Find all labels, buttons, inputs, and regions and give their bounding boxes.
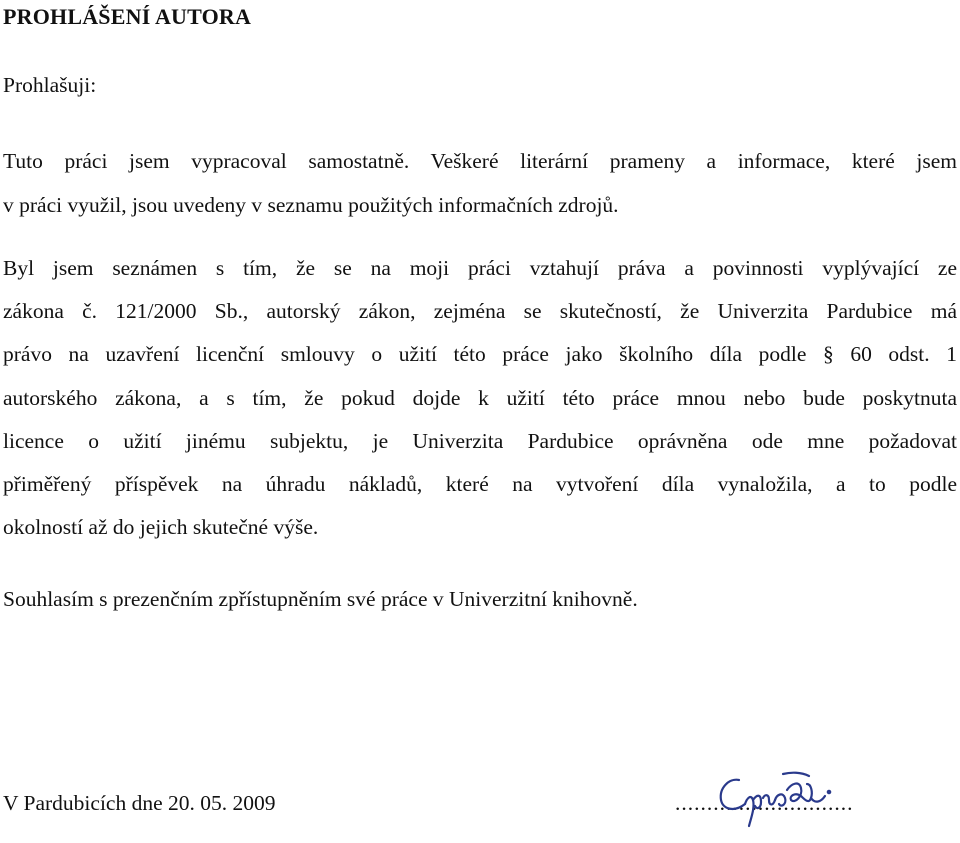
paragraph-line: zákona č. 121/2000 Sb., autorský zákon, zejména se skutečností, že Univerzita Pardubice má <box>3 299 957 324</box>
paragraph-line: autorského zákona, a s tím, že pokud dojde k užití této práce mnou nebo bude poskytnuta <box>3 385 957 410</box>
page-title: PROHLÁŠENÍ AUTORA <box>3 4 252 29</box>
intro-text: Prohlašuji: <box>3 73 97 97</box>
declaration-page <box>3 0 957 843</box>
paragraph-line: Byl jsem seznámen s tím, že se na moji práci vztahují práva a povinnosti vyplývající ze <box>3 256 957 280</box>
handwritten-signature <box>711 770 837 830</box>
paragraph-line: právo na uzavření licenční smlouvy o užití této práce jako školního díla podle § 60 odst. 1 <box>3 342 957 367</box>
paragraph-authorship <box>3 140 957 227</box>
place-and-date: V Pardubicích dne 20. 05. 2009 <box>3 791 276 815</box>
paragraph-line: licence o užití jinému subjektu, je Univerzita Pardubice oprávněna ode mne požadovat <box>3 428 957 453</box>
paragraph-consent: Souhlasím s prezenčním zpřístupněním své práce v Univerzitní knihovně. <box>3 587 638 611</box>
paragraph-line: Tuto práci jsem vypracoval samostatně. Veškeré literární prameny a informace, které jsem <box>3 149 957 173</box>
paragraph-line: okolností až do jejich skutečné výše. <box>3 515 319 540</box>
paragraph-line: v práci využil, jsou uvedeny v seznamu použitých informačních zdrojů. <box>3 192 619 217</box>
paragraph-line: přiměřený příspěvek na úhradu nákladů, které na vytvoření díla vynaložila, a to podle <box>3 472 957 497</box>
paragraph-copyright <box>3 247 957 549</box>
signature-dotted-line: ............................ <box>675 791 854 815</box>
